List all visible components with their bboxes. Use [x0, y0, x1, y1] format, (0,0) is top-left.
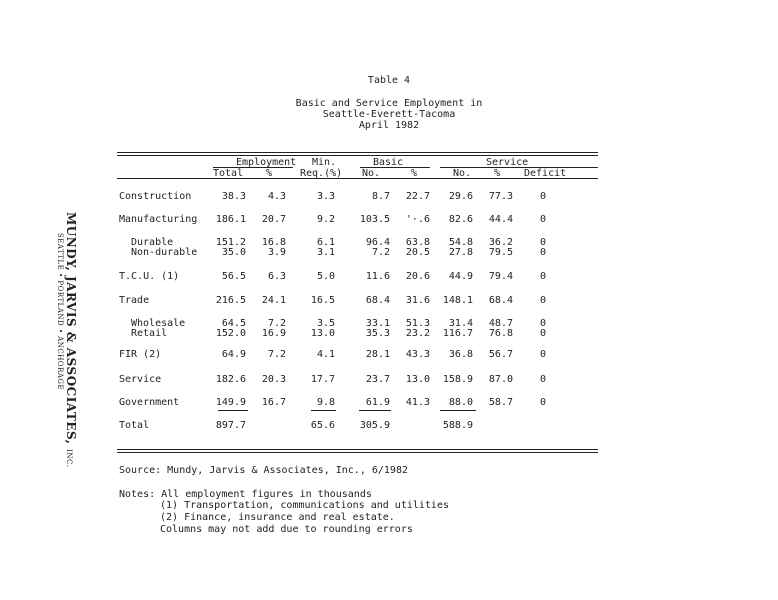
- cell-basic-pct: 22.7: [405, 191, 430, 202]
- cell-deficit: 0: [539, 374, 546, 385]
- cell-basic-no: 103.5: [359, 214, 390, 225]
- cell-min-req: 5.0: [316, 271, 335, 282]
- cell-basic-no: 96.4: [365, 237, 390, 248]
- top-rule-double: [117, 155, 598, 156]
- cell-service-pct: 56.7: [488, 349, 513, 360]
- cell-total: 35.0: [221, 247, 246, 258]
- col-min-req: Req.(%): [300, 168, 343, 179]
- cell-basic-no: 7.2: [371, 247, 390, 258]
- cell-total: 64.9: [221, 349, 246, 360]
- cell-min-req: 3.1: [316, 247, 335, 258]
- row-label: Total: [119, 420, 150, 431]
- cell-basic-no: 68.4: [365, 295, 390, 306]
- cell-deficit: 0: [539, 349, 546, 360]
- cell-service-pct: 44.4: [488, 214, 513, 225]
- row-label: FIR (2): [119, 349, 162, 360]
- row-label: Wholesale: [131, 318, 186, 329]
- cell-service-pct: 77.3: [488, 191, 513, 202]
- cell-emp-pct: 7.2: [267, 349, 286, 360]
- row-label: Construction: [119, 191, 192, 202]
- cell-service-no: 44.9: [448, 271, 473, 282]
- cell-basic-pct: 43.3: [405, 349, 430, 360]
- header-employment: Employment: [236, 157, 297, 168]
- col-basic-pct: %: [411, 168, 418, 179]
- cell-service-no: 27.8: [448, 247, 473, 258]
- cell-min-req: 16.5: [310, 295, 335, 306]
- cell-service-no: 148.1: [442, 295, 473, 306]
- col-emp-pct: %: [266, 168, 273, 179]
- cell-deficit: 0: [539, 328, 546, 339]
- cell-basic-no: 23.7: [365, 374, 390, 385]
- cell-deficit: 0: [539, 271, 546, 282]
- total-underline: [311, 410, 336, 411]
- cell-service-no: 88.0: [448, 397, 473, 408]
- cell-basic-no: 28.1: [365, 349, 390, 360]
- cell-basic-pct: 31.6: [405, 295, 430, 306]
- cell-emp-pct: 4.3: [267, 191, 286, 202]
- subtitle-line: April 1982: [358, 120, 420, 131]
- total-underline: [359, 410, 391, 411]
- cell-deficit: 0: [539, 214, 546, 225]
- header-basic: Basic: [373, 157, 404, 168]
- cell-basic-pct: 63.8: [405, 237, 430, 248]
- cell-deficit: 0: [539, 237, 546, 248]
- cell-service-pct: 79.4: [488, 271, 513, 282]
- cell-emp-pct: 20.3: [261, 374, 286, 385]
- total-underline: [440, 410, 476, 411]
- cell-min-req: 9.8: [316, 397, 335, 408]
- bottom-rule: [117, 449, 598, 450]
- cell-emp-pct: 3.9: [267, 247, 286, 258]
- cell-service-pct: 79.5: [488, 247, 513, 258]
- cell-service-no: 29.6: [448, 191, 473, 202]
- cell-service-pct: 87.0: [488, 374, 513, 385]
- row-label: Trade: [119, 295, 150, 306]
- col-basic-no: No.: [362, 168, 381, 179]
- cell-total: 182.6: [215, 374, 246, 385]
- cell-deficit: 0: [539, 191, 546, 202]
- cell-deficit: 0: [539, 295, 546, 306]
- cell-basic-pct: 23.2: [405, 328, 430, 339]
- cell-basic-pct: '·.6: [405, 214, 430, 225]
- cell-total: 897.7: [215, 420, 246, 431]
- cell-emp-pct: 7.2: [267, 318, 286, 329]
- cell-service-pct: 76.8: [488, 328, 513, 339]
- cell-emp-pct: 6.3: [267, 271, 286, 282]
- cell-deficit: 0: [539, 397, 546, 408]
- cell-total: 186.1: [215, 214, 246, 225]
- col-service-pct: %: [494, 168, 501, 179]
- cell-total: 216.5: [215, 295, 246, 306]
- table-title: Table 4: [367, 75, 411, 86]
- cell-service-no: 36.8: [448, 349, 473, 360]
- row-label: Government: [119, 397, 180, 408]
- cell-basic-no: 8.7: [371, 191, 390, 202]
- top-rule: [117, 152, 598, 153]
- cell-deficit: 0: [539, 318, 546, 329]
- cell-total: 64.5: [221, 318, 246, 329]
- cell-service-pct: 68.4: [488, 295, 513, 306]
- cell-basic-pct: 41.3: [405, 397, 430, 408]
- firm-name: MUNDY, JARVIS & ASSOCIATES,: [64, 212, 78, 445]
- cell-total: 56.5: [221, 271, 246, 282]
- col-total: Total: [213, 168, 244, 179]
- row-label: Service: [119, 374, 162, 385]
- cell-emp-pct: 16.8: [261, 237, 286, 248]
- cell-emp-pct: 16.7: [261, 397, 286, 408]
- cell-service-no: 116.7: [442, 328, 473, 339]
- header-rule: [117, 178, 598, 179]
- cell-total: 151.2: [215, 237, 246, 248]
- row-label: Retail: [131, 328, 168, 339]
- cell-min-req: 65.6: [310, 420, 335, 431]
- source-note: Source: Mundy, Jarvis & Associates, Inc., 6/1982: [119, 465, 408, 476]
- row-label: Non-durable: [131, 247, 198, 258]
- total-underline: [218, 410, 248, 411]
- cell-min-req: 17.7: [310, 374, 335, 385]
- cell-basic-pct: 13.0: [405, 374, 430, 385]
- letterhead-cities: SEATTLE • PORTLAND • ANCHORAGE: [56, 233, 64, 391]
- cell-emp-pct: 16.9: [261, 328, 286, 339]
- cell-service-pct: 48.7: [488, 318, 513, 329]
- cell-basic-no: 305.9: [359, 420, 390, 431]
- firm-inc: INC.: [65, 449, 73, 468]
- cell-basic-pct: 20.5: [405, 247, 430, 258]
- cell-service-no: 158.9: [442, 374, 473, 385]
- subtitle-line: Seattle-Everett-Tacoma: [322, 109, 456, 120]
- cell-min-req: 3.3: [316, 191, 335, 202]
- row-label: Manufacturing: [119, 214, 198, 225]
- cell-min-req: 6.1: [316, 237, 335, 248]
- cell-total: 152.0: [215, 328, 246, 339]
- cell-total: 149.9: [215, 397, 246, 408]
- cell-min-req: 3.5: [316, 318, 335, 329]
- cell-min-req: 9.2: [316, 214, 335, 225]
- cell-emp-pct: 20.7: [261, 214, 286, 225]
- letterhead-firm-name: [64, 212, 78, 467]
- cell-deficit: 0: [539, 247, 546, 258]
- header-min: Min.: [312, 157, 337, 168]
- cell-min-req: 4.1: [316, 349, 335, 360]
- col-deficit: Deficit: [524, 168, 567, 179]
- cell-basic-no: 33.1: [365, 318, 390, 329]
- cell-basic-no: 35.3: [365, 328, 390, 339]
- cell-min-req: 13.0: [310, 328, 335, 339]
- cell-emp-pct: 24.1: [261, 295, 286, 306]
- notes-line: (1) Transportation, communications and utilities: [160, 500, 449, 511]
- table-subtitle: [0, 98, 778, 131]
- col-service-no: No.: [453, 168, 472, 179]
- cell-basic-no: 61.9: [365, 397, 390, 408]
- notes-line: Notes: All employment figures in thousands: [119, 489, 372, 500]
- row-label: T.C.U. (1): [119, 271, 180, 282]
- cell-basic-no: 11.6: [365, 271, 390, 282]
- notes-line: Columns may not add due to rounding errors: [160, 524, 413, 535]
- subtitle-line: Basic and Service Employment in: [295, 98, 483, 109]
- cell-service-no: 82.6: [448, 214, 473, 225]
- bottom-rule-double: [117, 452, 598, 453]
- cell-service-no: 31.4: [448, 318, 473, 329]
- cell-service-no: 54.8: [448, 237, 473, 248]
- cell-service-no: 588.9: [442, 420, 473, 431]
- cell-total: 38.3: [221, 191, 246, 202]
- row-label: Durable: [131, 237, 174, 248]
- cell-basic-pct: 51.3: [405, 318, 430, 329]
- cell-service-pct: 36.2: [488, 237, 513, 248]
- cell-basic-pct: 20.6: [405, 271, 430, 282]
- header-service: Service: [486, 157, 529, 168]
- cell-service-pct: 58.7: [488, 397, 513, 408]
- notes-line: (2) Finance, insurance and real estate.: [160, 512, 395, 523]
